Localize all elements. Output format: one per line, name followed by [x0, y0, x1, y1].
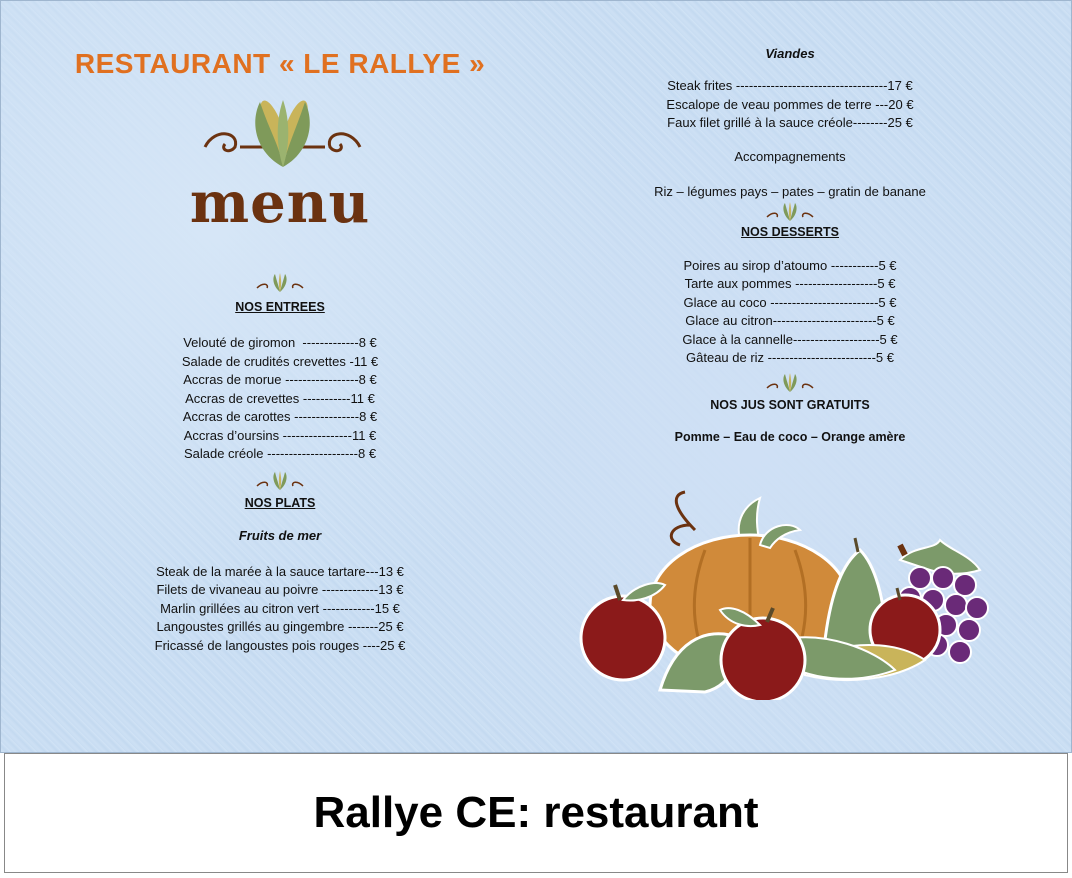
accompagnements-text: Riz – légumes pays – pates – gratin de banane — [654, 183, 926, 199]
list-item: Faux filet grillé à la sauce créole--------25 € — [667, 115, 913, 130]
list-item: Accras d’oursins ----------------11 € — [183, 427, 377, 443]
list-item: Accras de morue -----------------8 € — [183, 372, 377, 387]
list-item: Escalope de veau pommes de terre ---20 € — [666, 96, 914, 112]
list-item: Glace au coco -------------------------5 € — [683, 294, 897, 310]
list-item: Filets de vivaneau au poivre -------------13 € — [156, 582, 404, 597]
desserts-heading: NOS DESSERTS — [741, 224, 839, 239]
menu-word: menu — [189, 170, 371, 236]
list-item: Fricassé de langoustes pois rouges ----25 € — [154, 637, 406, 653]
list-item: Marlin grillées au citron vert ------------15 € — [160, 600, 400, 616]
accompagnements-heading: Accompagnements — [734, 148, 846, 164]
restaurant-title: RESTAURANT « LE RALLYE » — [74, 48, 486, 79]
plats-heading: NOS PLATS — [244, 495, 316, 510]
list-item: Accras de crevettes -----------11 € — [185, 390, 375, 406]
jus-text: Pomme – Eau de coco – Orange amère — [674, 429, 906, 444]
list-item: Salade créole ---------------------8 € — [183, 446, 377, 461]
caption-box — [4, 753, 1068, 873]
list-item: Steak de la marée à la sauce tartare---13 € — [156, 563, 404, 579]
viandes-heading: Viandes — [765, 46, 815, 61]
list-item: Glace à la cannelle--------------------5 € — [682, 331, 898, 347]
jus-heading: NOS JUS SONT GRATUITS — [710, 397, 870, 412]
list-item: Steak frites -----------------------------------17 € — [667, 78, 913, 93]
caption-text: Rallye CE: restaurant — [313, 788, 759, 837]
list-item: Salade de crudités crevettes -11 € — [181, 353, 379, 369]
list-item: Langoustes grillés au gingembre -------25 € — [156, 619, 404, 634]
fruits-de-mer-heading: Fruits de mer — [238, 527, 322, 543]
list-item: Tarte aux pommes -------------------5 € — [684, 276, 896, 291]
list-item: Poires au sirop d’atoumo -----------5 € — [683, 257, 897, 273]
entrees-heading: NOS ENTREES — [235, 300, 325, 314]
list-item: Velouté de giromon -------------8 € — [183, 335, 377, 350]
list-item: Glace au citron------------------------5 € — [685, 313, 895, 328]
list-item: Gâteau de riz -------------------------5 € — [686, 350, 894, 365]
list-item: Accras de carottes ---------------8 € — [182, 409, 378, 424]
